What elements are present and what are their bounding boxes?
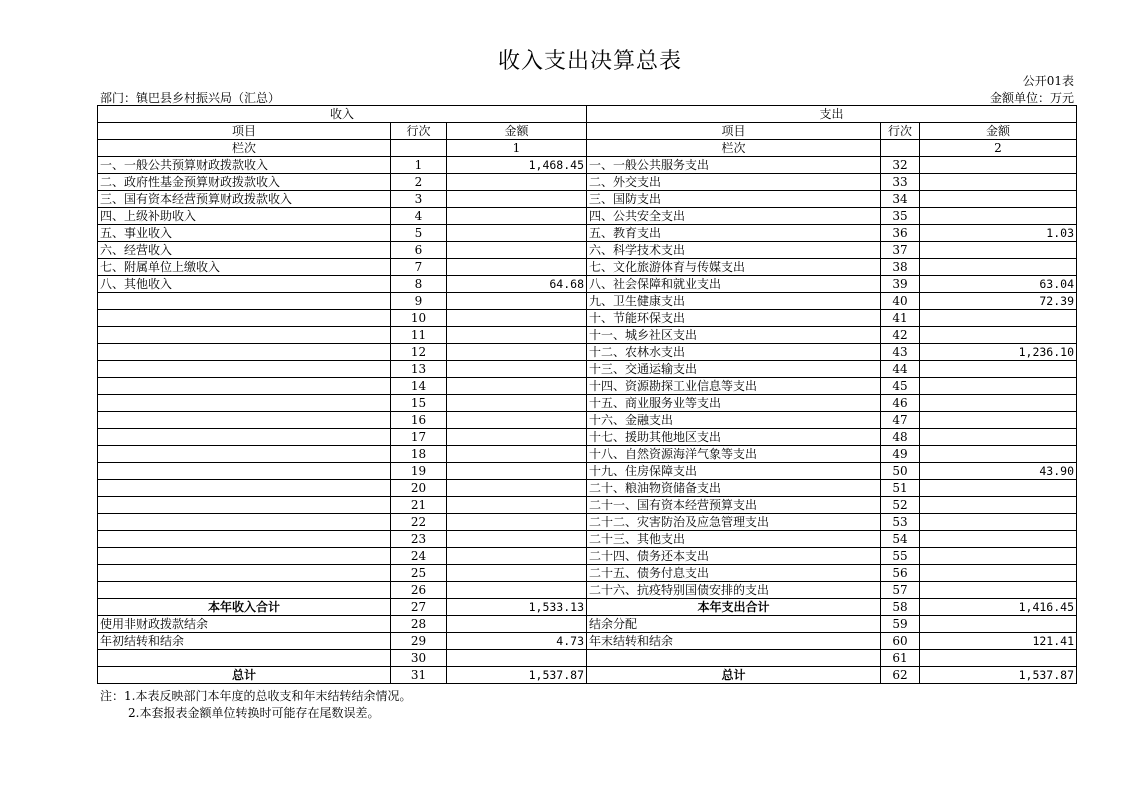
income-amount-cell: 64.68 — [447, 276, 587, 293]
expense-line-cell: 59 — [881, 616, 920, 633]
expense-amount-cell: 1,416.45 — [920, 599, 1077, 616]
income-amount-cell: 1,537.87 — [447, 667, 587, 684]
income-item-cell: 总计 — [98, 667, 391, 684]
income-line-cell: 22 — [391, 514, 447, 531]
budget-summary-table — [97, 105, 1077, 684]
expense-amount-cell: 1,537.87 — [920, 667, 1077, 684]
expense-section-header: 支出 — [587, 106, 1077, 123]
income-line-cell: 15 — [391, 395, 447, 412]
income-col-index: 1 — [447, 140, 587, 157]
income-line-header: 行次 — [391, 123, 447, 140]
table-row — [98, 412, 1077, 429]
expense-item-cell: 总计 — [587, 667, 881, 684]
expense-amount-cell — [920, 157, 1077, 174]
income-line-cell: 17 — [391, 429, 447, 446]
income-item-cell: 八、其他收入 — [98, 276, 391, 293]
expense-item-header: 项目 — [587, 123, 881, 140]
expense-amount-cell — [920, 378, 1077, 395]
expense-line-cell: 61 — [881, 650, 920, 667]
expense-amount-cell — [920, 395, 1077, 412]
income-amount-cell: 4.73 — [447, 633, 587, 650]
subtotal-row — [98, 599, 1077, 616]
income-item-cell — [98, 344, 391, 361]
income-line-cell: 11 — [391, 327, 447, 344]
table-row — [98, 582, 1077, 599]
expense-item-cell: 八、社会保障和就业支出 — [587, 276, 881, 293]
expense-amount-cell: 121.41 — [920, 633, 1077, 650]
expense-item-cell: 年末结转和结余 — [587, 633, 881, 650]
income-line-cell: 2 — [391, 174, 447, 191]
expense-amount-cell — [920, 582, 1077, 599]
income-line-cell: 16 — [391, 412, 447, 429]
income-amount-cell — [447, 565, 587, 582]
income-amount-cell — [447, 208, 587, 225]
column-header-row — [98, 123, 1077, 140]
income-col-blank — [391, 140, 447, 157]
expense-line-cell: 49 — [881, 446, 920, 463]
income-line-cell: 31 — [391, 667, 447, 684]
income-item-cell: 使用非财政拨款结余 — [98, 616, 391, 633]
expense-amount-cell — [920, 616, 1077, 633]
expense-line-cell: 41 — [881, 310, 920, 327]
footnotes — [100, 688, 411, 722]
income-line-cell: 21 — [391, 497, 447, 514]
expense-amount-cell: 43.90 — [920, 463, 1077, 480]
expense-amount-cell — [920, 259, 1077, 276]
income-amount-cell — [447, 310, 587, 327]
income-section-header: 收入 — [98, 106, 587, 123]
income-amount-cell — [447, 480, 587, 497]
income-amount-cell — [447, 259, 587, 276]
table-row — [98, 616, 1077, 633]
income-line-cell: 12 — [391, 344, 447, 361]
expense-line-cell: 45 — [881, 378, 920, 395]
income-item-cell: 七、附属单位上缴收入 — [98, 259, 391, 276]
expense-item-cell: 十五、商业服务业等支出 — [587, 395, 881, 412]
total-row — [98, 667, 1077, 684]
table-row — [98, 531, 1077, 548]
table-row — [98, 259, 1077, 276]
table-row — [98, 327, 1077, 344]
table-row — [98, 378, 1077, 395]
expense-item-cell: 十九、住房保障支出 — [587, 463, 881, 480]
income-amount-cell — [447, 361, 587, 378]
expense-line-cell: 46 — [881, 395, 920, 412]
income-item-header: 项目 — [98, 123, 391, 140]
income-amount-cell — [447, 412, 587, 429]
expense-amount-cell — [920, 327, 1077, 344]
income-item-cell: 本年收入合计 — [98, 599, 391, 616]
income-amount-cell — [447, 174, 587, 191]
income-item-cell — [98, 327, 391, 344]
income-amount-cell — [447, 514, 587, 531]
expense-amount-header: 金额 — [920, 123, 1077, 140]
expense-line-cell: 60 — [881, 633, 920, 650]
income-amount-cell — [447, 616, 587, 633]
income-line-cell: 10 — [391, 310, 447, 327]
expense-line-cell: 56 — [881, 565, 920, 582]
income-amount-cell — [447, 531, 587, 548]
table-row — [98, 480, 1077, 497]
income-amount-cell — [447, 446, 587, 463]
income-amount-cell: 1,468.45 — [447, 157, 587, 174]
page-title: 收入支出决算总表 — [497, 49, 682, 74]
income-line-cell: 25 — [391, 565, 447, 582]
table-row — [98, 310, 1077, 327]
income-amount-cell — [447, 344, 587, 361]
expense-line-cell: 35 — [881, 208, 920, 225]
expense-amount-cell: 1,236.10 — [920, 344, 1077, 361]
expense-amount-cell — [920, 361, 1077, 378]
expense-amount-cell — [920, 412, 1077, 429]
income-item-cell — [98, 429, 391, 446]
income-line-cell: 29 — [391, 633, 447, 650]
expense-line-cell: 42 — [881, 327, 920, 344]
table-row — [98, 463, 1077, 480]
income-line-cell: 9 — [391, 293, 447, 310]
expense-line-cell: 54 — [881, 531, 920, 548]
expense-item-cell: 十一、城乡社区支出 — [587, 327, 881, 344]
expense-line-cell: 32 — [881, 157, 920, 174]
expense-item-cell: 五、教育支出 — [587, 225, 881, 242]
table-row — [98, 395, 1077, 412]
expense-amount-cell — [920, 497, 1077, 514]
expense-item-cell: 二十三、其他支出 — [587, 531, 881, 548]
expense-line-cell: 40 — [881, 293, 920, 310]
income-line-cell: 26 — [391, 582, 447, 599]
income-item-cell: 年初结转和结余 — [98, 633, 391, 650]
income-item-cell — [98, 548, 391, 565]
expense-item-cell: 三、国防支出 — [587, 191, 881, 208]
income-item-cell — [98, 463, 391, 480]
income-item-cell — [98, 378, 391, 395]
footnote-2: 2.本套报表金额单位转换时可能存在尾数误差。 — [128, 706, 380, 720]
income-amount-cell — [447, 548, 587, 565]
table-row — [98, 514, 1077, 531]
income-item-cell: 一、一般公共预算财政拨款收入 — [98, 157, 391, 174]
expense-amount-cell — [920, 548, 1077, 565]
expense-line-cell: 34 — [881, 191, 920, 208]
expense-line-cell: 37 — [881, 242, 920, 259]
form-number: 公开01表 — [1022, 74, 1074, 88]
expense-line-cell: 48 — [881, 429, 920, 446]
income-item-cell: 五、事业收入 — [98, 225, 391, 242]
expense-item-cell: 二十、粮油物资储备支出 — [587, 480, 881, 497]
income-line-cell: 1 — [391, 157, 447, 174]
expense-amount-cell — [920, 174, 1077, 191]
expense-line-cell: 39 — [881, 276, 920, 293]
expense-line-cell: 51 — [881, 480, 920, 497]
expense-item-cell: 十、节能环保支出 — [587, 310, 881, 327]
expense-line-cell: 44 — [881, 361, 920, 378]
expense-line-cell: 52 — [881, 497, 920, 514]
income-line-cell: 5 — [391, 225, 447, 242]
expense-item-cell: 二十四、债务还本支出 — [587, 548, 881, 565]
income-col-label: 栏次 — [98, 140, 391, 157]
expense-item-cell: 本年支出合计 — [587, 599, 881, 616]
expense-line-cell: 55 — [881, 548, 920, 565]
income-item-cell — [98, 412, 391, 429]
income-amount-cell — [447, 463, 587, 480]
income-item-cell — [98, 293, 391, 310]
income-amount-cell — [447, 497, 587, 514]
expense-amount-cell — [920, 242, 1077, 259]
section-header-row — [98, 106, 1077, 123]
expense-item-cell: 四、公共安全支出 — [587, 208, 881, 225]
expense-item-cell: 九、卫生健康支出 — [587, 293, 881, 310]
income-item-cell — [98, 395, 391, 412]
expense-line-cell: 33 — [881, 174, 920, 191]
expense-amount-cell: 63.04 — [920, 276, 1077, 293]
income-item-cell — [98, 582, 391, 599]
table-row — [98, 565, 1077, 582]
income-amount-cell — [447, 582, 587, 599]
table-row — [98, 497, 1077, 514]
expense-line-cell: 58 — [881, 599, 920, 616]
income-amount-cell — [447, 242, 587, 259]
expense-amount-cell — [920, 429, 1077, 446]
income-line-cell: 28 — [391, 616, 447, 633]
table-row — [98, 429, 1077, 446]
table-row — [98, 293, 1077, 310]
income-item-cell — [98, 497, 391, 514]
income-line-cell: 23 — [391, 531, 447, 548]
expense-line-cell: 53 — [881, 514, 920, 531]
expense-line-cell: 57 — [881, 582, 920, 599]
expense-amount-cell — [920, 565, 1077, 582]
table-row — [98, 225, 1077, 242]
income-amount-cell — [447, 429, 587, 446]
income-item-cell — [98, 565, 391, 582]
income-line-cell: 19 — [391, 463, 447, 480]
table-row — [98, 191, 1077, 208]
table-row — [98, 446, 1077, 463]
income-item-cell: 六、经营收入 — [98, 242, 391, 259]
expense-col-index: 2 — [920, 140, 1077, 157]
expense-line-cell: 38 — [881, 259, 920, 276]
expense-amount-cell — [920, 531, 1077, 548]
income-item-cell: 四、上级补助收入 — [98, 208, 391, 225]
table-row — [98, 361, 1077, 378]
income-amount-cell — [447, 293, 587, 310]
expense-line-cell: 62 — [881, 667, 920, 684]
amount-unit-label: 金额单位：万元 — [989, 91, 1074, 105]
income-amount-cell — [447, 191, 587, 208]
income-line-cell: 7 — [391, 259, 447, 276]
income-line-cell: 13 — [391, 361, 447, 378]
expense-line-cell: 36 — [881, 225, 920, 242]
table-row — [98, 276, 1077, 293]
income-amount-cell — [447, 650, 587, 667]
expense-item-cell: 十八、自然资源海洋气象等支出 — [587, 446, 881, 463]
income-item-cell: 三、国有资本经营预算财政拨款收入 — [98, 191, 391, 208]
income-amount-cell: 1,533.13 — [447, 599, 587, 616]
expense-amount-cell — [920, 191, 1077, 208]
expense-amount-cell — [920, 208, 1077, 225]
expense-line-cell: 47 — [881, 412, 920, 429]
expense-line-cell: 43 — [881, 344, 920, 361]
expense-line-header: 行次 — [881, 123, 920, 140]
income-line-cell: 8 — [391, 276, 447, 293]
table-row — [98, 633, 1077, 650]
expense-col-label: 栏次 — [587, 140, 881, 157]
income-line-cell: 14 — [391, 378, 447, 395]
income-line-cell: 3 — [391, 191, 447, 208]
table-row — [98, 157, 1077, 174]
income-line-cell: 30 — [391, 650, 447, 667]
expense-amount-cell — [920, 446, 1077, 463]
income-item-cell — [98, 446, 391, 463]
expense-item-cell: 二十一、国有资本经营预算支出 — [587, 497, 881, 514]
table-row — [98, 242, 1077, 259]
expense-item-cell: 十二、农林水支出 — [587, 344, 881, 361]
expense-amount-cell — [920, 480, 1077, 497]
expense-item-cell: 六、科学技术支出 — [587, 242, 881, 259]
income-line-cell: 18 — [391, 446, 447, 463]
table-row — [98, 208, 1077, 225]
expense-col-blank — [881, 140, 920, 157]
expense-amount-cell — [920, 650, 1077, 667]
table-row — [98, 650, 1077, 667]
income-line-cell: 27 — [391, 599, 447, 616]
expense-line-cell: 50 — [881, 463, 920, 480]
income-amount-cell — [447, 395, 587, 412]
expense-item-cell: 七、文化旅游体育与传媒支出 — [587, 259, 881, 276]
income-line-cell: 4 — [391, 208, 447, 225]
income-line-cell: 6 — [391, 242, 447, 259]
expense-item-cell: 二十五、债务付息支出 — [587, 565, 881, 582]
income-line-cell: 20 — [391, 480, 447, 497]
expense-item-cell: 二十二、灾害防治及应急管理支出 — [587, 514, 881, 531]
table-row — [98, 344, 1077, 361]
expense-item-cell: 二、外交支出 — [587, 174, 881, 191]
income-item-cell — [98, 361, 391, 378]
income-amount-cell — [447, 327, 587, 344]
column-index-row — [98, 140, 1077, 157]
table-row — [98, 174, 1077, 191]
expense-amount-cell: 72.39 — [920, 293, 1077, 310]
footnote-1: 注：1.本表反映部门本年度的总收支和年末结转结余情况。 — [100, 689, 412, 703]
department-label: 部门：镇巴县乡村振兴局（汇总） — [100, 91, 281, 105]
income-item-cell — [98, 650, 391, 667]
expense-item-cell: 一、一般公共服务支出 — [587, 157, 881, 174]
income-item-cell: 二、政府性基金预算财政拨款收入 — [98, 174, 391, 191]
income-item-cell — [98, 514, 391, 531]
income-amount-cell — [447, 378, 587, 395]
income-item-cell — [98, 531, 391, 548]
expense-item-cell: 十七、援助其他地区支出 — [587, 429, 881, 446]
expense-item-cell — [587, 650, 881, 667]
expense-item-cell: 二十六、抗疫特别国债安排的支出 — [587, 582, 881, 599]
expense-item-cell: 十四、资源勘探工业信息等支出 — [587, 378, 881, 395]
income-amount-cell — [447, 225, 587, 242]
income-amount-header: 金额 — [447, 123, 587, 140]
income-item-cell — [98, 480, 391, 497]
expense-amount-cell: 1.03 — [920, 225, 1077, 242]
expense-item-cell: 十三、交通运输支出 — [587, 361, 881, 378]
income-item-cell — [98, 310, 391, 327]
expense-item-cell: 结余分配 — [587, 616, 881, 633]
income-line-cell: 24 — [391, 548, 447, 565]
expense-item-cell: 十六、金融支出 — [587, 412, 881, 429]
expense-amount-cell — [920, 514, 1077, 531]
table-row — [98, 548, 1077, 565]
expense-amount-cell — [920, 310, 1077, 327]
